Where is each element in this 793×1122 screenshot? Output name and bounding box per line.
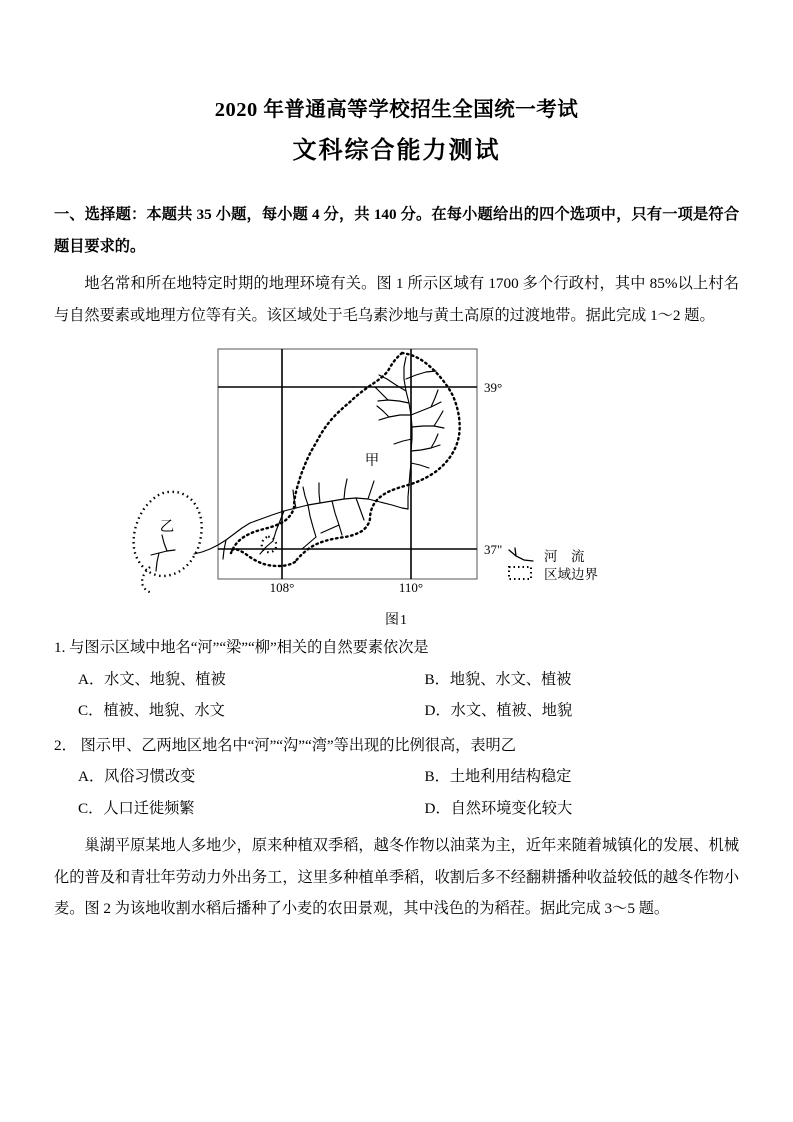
question-2-options-row-1 bbox=[54, 761, 739, 792]
river-network bbox=[151, 357, 444, 571]
region-boundary-yi-tail bbox=[142, 567, 153, 593]
map-label-lat-37: 37" bbox=[484, 542, 503, 558]
question-2-option-b[interactable]: B．土地利用结构稳定 bbox=[424, 768, 572, 786]
question-2-stem bbox=[54, 730, 739, 761]
map-label-lon-108: 108° bbox=[269, 580, 295, 594]
question-1-option-d[interactable]: D．水文、植被、地貌 bbox=[424, 702, 573, 720]
question-1-stem bbox=[54, 632, 739, 663]
map-label-jia: 甲 bbox=[364, 453, 380, 470]
question-2-option-c[interactable]: C．人口迁徙频繁 bbox=[78, 799, 195, 817]
question-2-option-a[interactable]: A．风俗习惯改变 bbox=[78, 768, 196, 786]
section-heading: 一、选择题：本题共 35 小题，每小题 4 分，共 140 分。在每小题给出的四个选项中，只有一项是符合题目要求的。 bbox=[54, 206, 739, 255]
legend-label-river: 河 流 bbox=[544, 549, 585, 565]
map-label-lat-39: 39° bbox=[484, 380, 503, 396]
question-1-option-a[interactable]: A．水文、地貌、植被 bbox=[78, 670, 226, 688]
figure-1-map bbox=[54, 345, 740, 593]
question-2-number: 2． bbox=[54, 736, 77, 754]
map-frame bbox=[218, 349, 477, 579]
map-legend bbox=[509, 548, 598, 582]
question-1-number: 1. bbox=[54, 639, 66, 657]
region-boundary-south bbox=[231, 549, 295, 566]
passage-1: 地名常和所在地特定时期的地理环境有关。图 1 所示区域有 1700 多个行政村，其中 85%以上村名与自然要素或地理方位等有关。该区域处于毛乌素沙地与黄土高原的过渡地带。据此完成 1～2 题。 bbox=[54, 275, 739, 324]
question-1-text: 与图示区域中地名“河”“梁”“柳”相关的自然要素依次是 bbox=[69, 639, 429, 657]
page-title: 2020 年普通高等学校招生全国统一考试 bbox=[214, 99, 579, 121]
question-1-options-row-1 bbox=[54, 664, 739, 695]
question-2-text: 图示甲、乙两地区地名中“河”“沟”“湾”等出现的比例很高，表明乙 bbox=[80, 736, 516, 754]
map-label-yi: 乙 bbox=[159, 519, 175, 536]
legend-label-boundary: 区域边界 bbox=[544, 567, 598, 583]
passage-2: 巢湖平原某地人多地少，原来种植双季稻，越冬作物以油菜为主，近年来随着城镇化的发展、机械化的普及和青壮年劳动力外出务工，这里多种植单季稻，收割后多不经翻耕播种收益较低的越冬作物小麦。图 2 为该地收割水稻后播种了小麦的农田景观，其中浅色的为稻茬。据此完成 3～5 题。 bbox=[54, 837, 739, 918]
question-1-option-b[interactable]: B．地貌、水文、植被 bbox=[424, 670, 572, 688]
figure-1 bbox=[54, 345, 739, 607]
question-1-option-c[interactable]: C．植被、地貌、水文 bbox=[78, 702, 225, 720]
page-subtitle: 文科综合能力测试 bbox=[292, 137, 501, 164]
boundary-symbol-icon bbox=[509, 567, 531, 579]
river-symbol-icon bbox=[509, 548, 533, 561]
map-label-lon-110: 110° bbox=[398, 580, 424, 594]
question-2-options-row-2 bbox=[54, 793, 739, 824]
question-2-option-d[interactable]: D．自然环境变化较大 bbox=[424, 799, 573, 817]
question-1-options-row-2 bbox=[54, 695, 739, 726]
figure-1-caption: 图1 bbox=[385, 613, 408, 629]
